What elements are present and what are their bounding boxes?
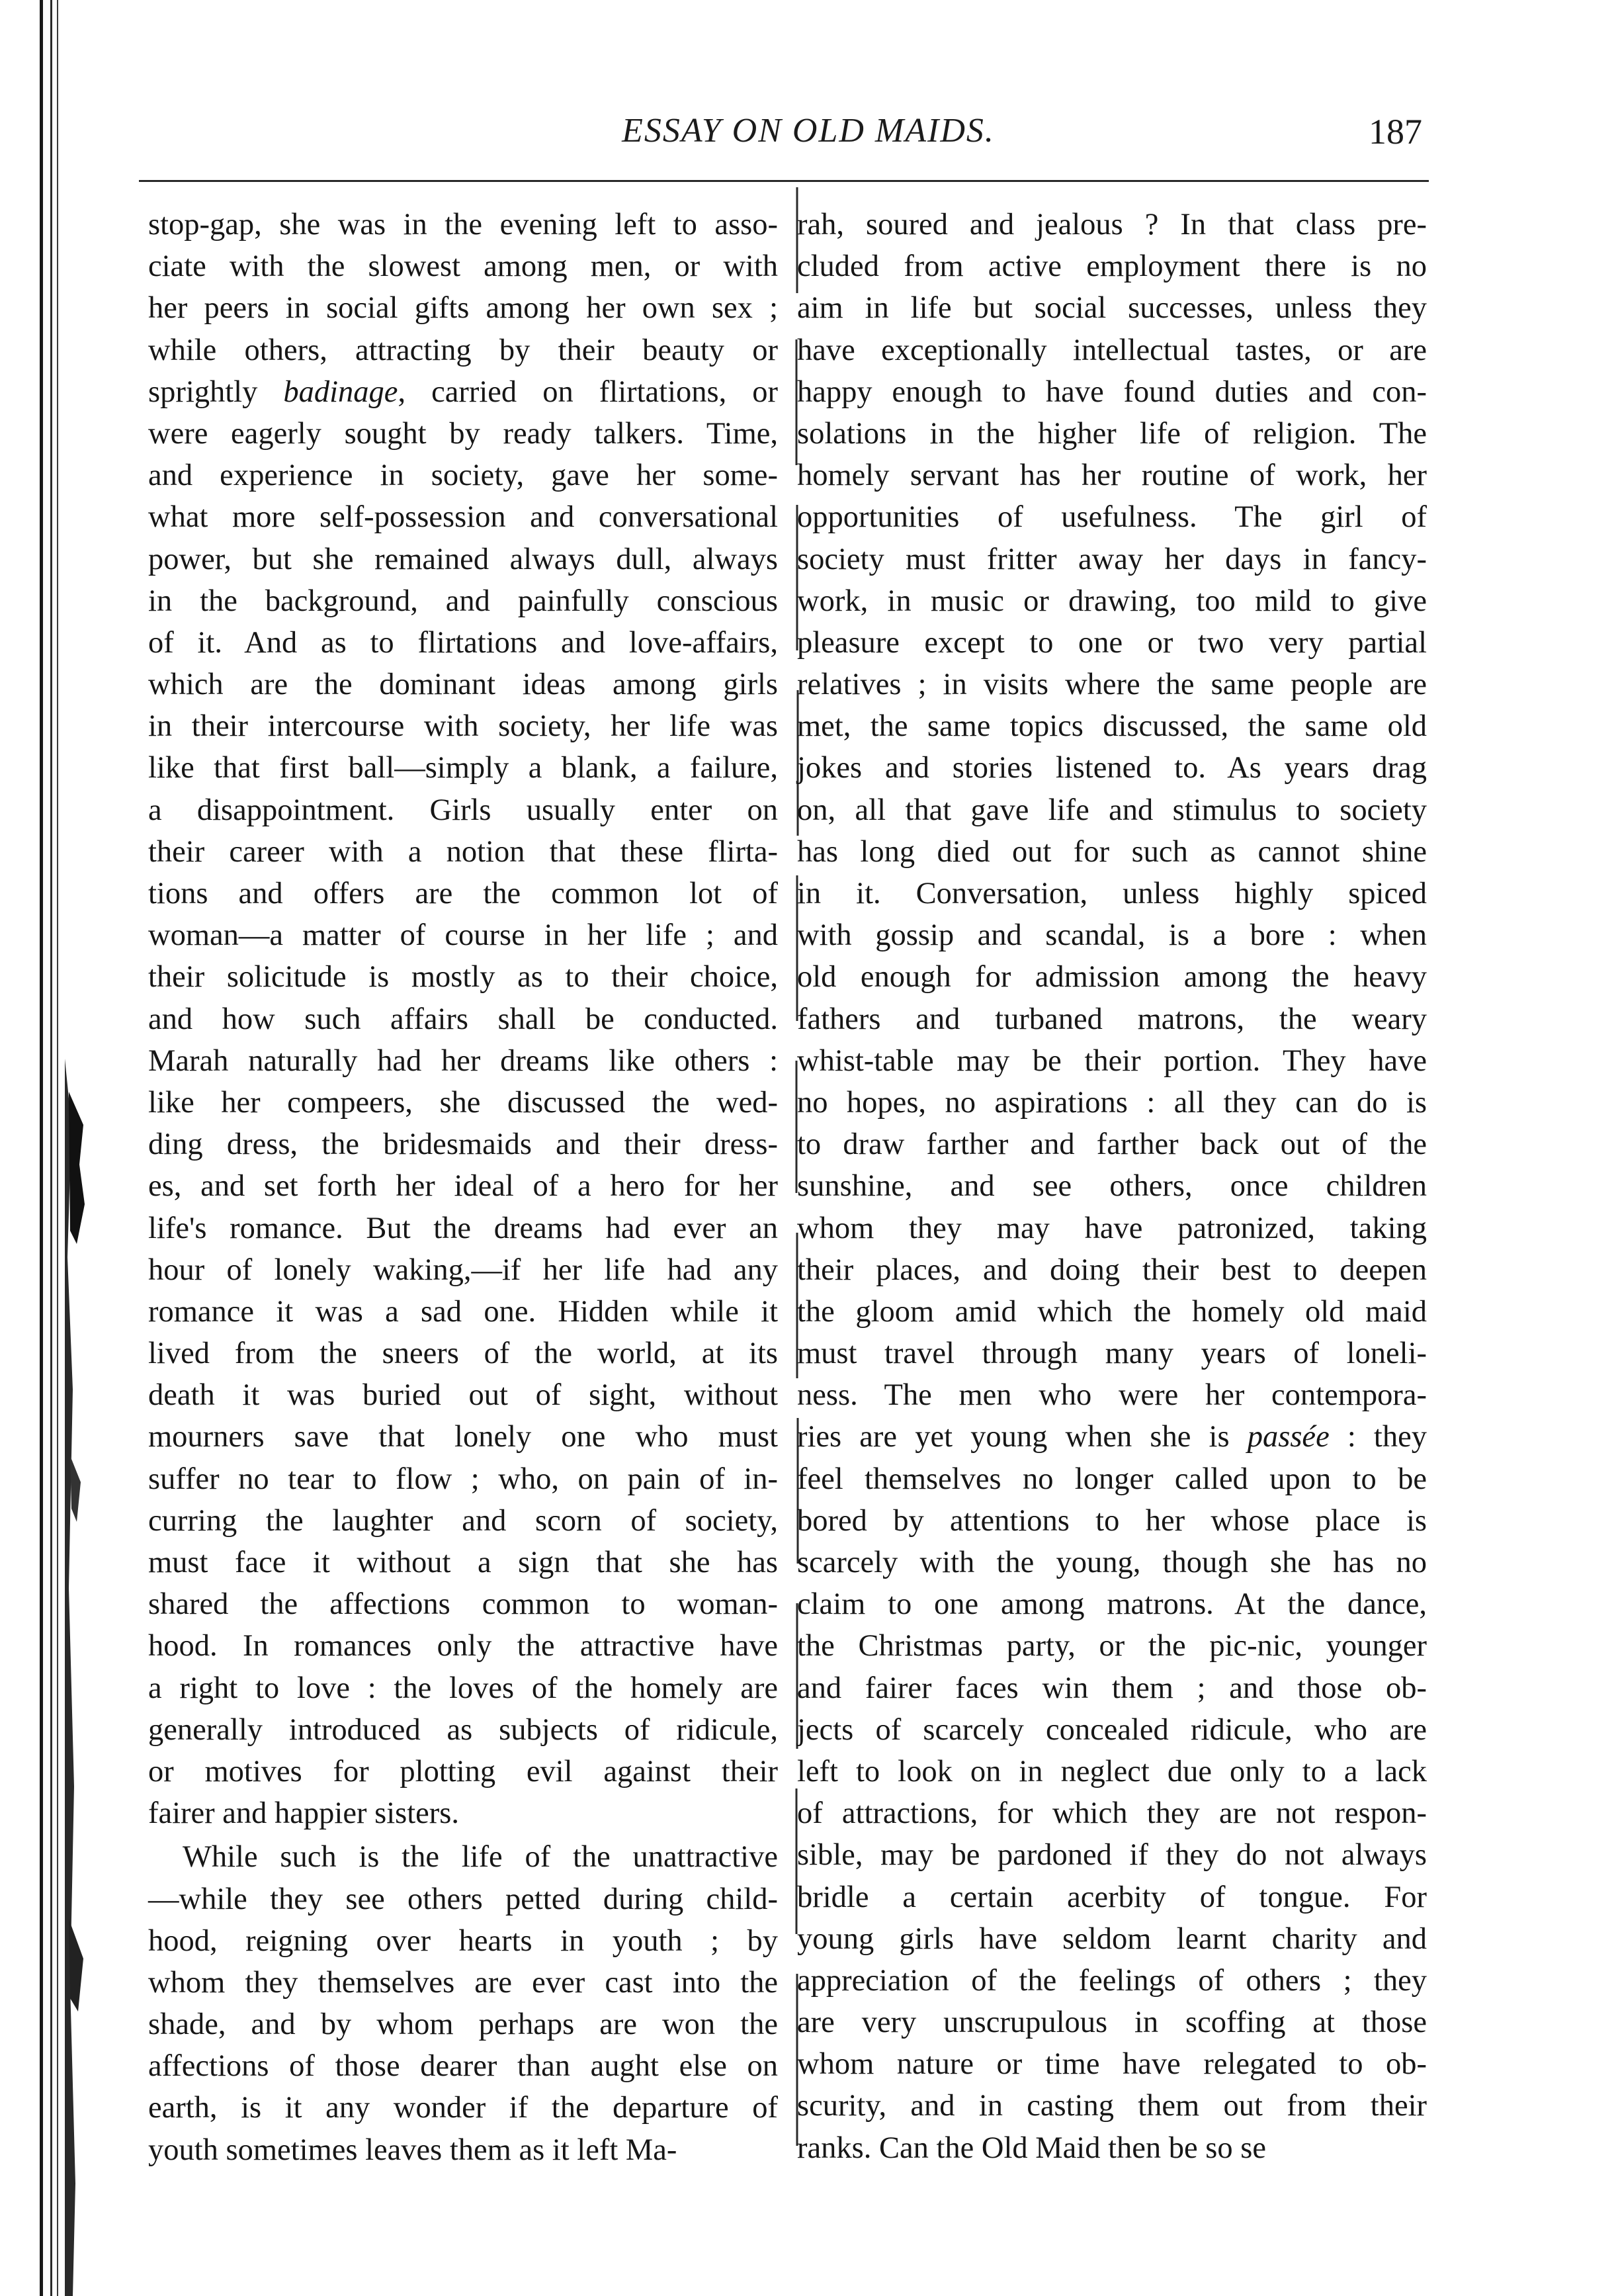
text-line: suffer no tear to flow ; who, on pain of in- xyxy=(148,1462,778,1496)
text-line: what more self-possession and conversational xyxy=(148,500,778,535)
text-column-right xyxy=(797,204,1427,2169)
text-line: their solicitude is mostly as to their choice, xyxy=(148,960,778,994)
text-line: woman—a matter of course in her life ; and xyxy=(148,918,778,953)
text-line: shade, and by whom perhaps are won the xyxy=(148,2008,778,2042)
text-line: mourners save that lonely one who must xyxy=(148,1420,778,1454)
text-line: pleasure except to one or two very partial xyxy=(797,625,1427,660)
text-line: lived from the sneers of the world, at its xyxy=(148,1337,778,1371)
text-line: shared the affections common to woman- xyxy=(148,1587,778,1622)
text-line: sprightly badinage, carried on flirtations, or xyxy=(148,375,778,409)
text-line: while others, attracting by their beauty or xyxy=(148,333,778,367)
text-line: rah, soured and jealous ? In that class pre- xyxy=(797,208,1427,242)
text-line: homely servant has her routine of work, her xyxy=(797,459,1427,493)
text-line: claim to one among matrons. At the dance, xyxy=(797,1587,1427,1622)
text-line: left to look on in neglect due only to a lack xyxy=(797,1754,1427,1788)
text-line: old enough for admission among the heavy xyxy=(797,960,1427,994)
text-line: jokes and stories listened to. As years drag xyxy=(797,751,1427,785)
text-line: in their intercourse with society, her life was xyxy=(148,709,778,744)
page-number: 187 xyxy=(1369,112,1422,152)
text-line: has long died out for such as cannot shine xyxy=(797,834,1427,869)
text-line: of it. And as to flirtations and love-affairs, xyxy=(148,625,778,660)
text-line: power, but she remained always dull, always xyxy=(148,542,778,576)
text-line: bridle a certain acerbity of tongue. For xyxy=(797,1880,1427,1914)
text-line: a right to love : the loves of the homely are xyxy=(148,1671,778,1705)
text-line: ding dress, the bridesmaids and their dress- xyxy=(148,1127,778,1162)
text-line: solations in the higher life of religion. The xyxy=(797,416,1427,451)
text-line: to draw farther and farther back out of the xyxy=(797,1127,1427,1162)
text-line: whom they themselves are ever cast into the xyxy=(148,1965,778,2000)
text-line: happy enough to have found duties and con- xyxy=(797,375,1427,409)
text-line: whom nature or time have relegated to ob- xyxy=(797,2047,1427,2082)
text-line: relatives ; in visits where the same people are xyxy=(797,668,1427,702)
text-line: death it was buried out of sight, without xyxy=(148,1378,778,1413)
text-line: appreciation of the feelings of others ; they xyxy=(797,1963,1427,1998)
text-line: the Christmas party, or the pic-nic, younger xyxy=(797,1629,1427,1663)
text-line: earth, is it any wonder if the departure of xyxy=(148,2091,778,2125)
text-line: must face it without a sign that she has xyxy=(148,1546,778,1579)
text-line: which are the dominant ideas among girls xyxy=(148,668,778,702)
text-line: feel themselves no longer called upon to be xyxy=(797,1462,1427,1496)
running-title: ESSAY ON OLD MAIDS. xyxy=(622,112,995,150)
text-line: generally introduced as subjects of ridicule, xyxy=(148,1712,778,1747)
text-line: —while they see others petted during child- xyxy=(148,1882,778,1916)
text-line: fairer and happier sisters. xyxy=(148,1796,459,1831)
text-line: her peers in social gifts among her own sex ; xyxy=(148,291,778,326)
text-line: with gossip and scandal, is a bore : when xyxy=(797,918,1427,953)
text-line: es, and set forth her ideal of a hero for her xyxy=(148,1169,778,1204)
text-line: jects of scarcely concealed ridicule, who are xyxy=(797,1712,1427,1747)
text-line: scurity, and in casting them out from their xyxy=(797,2089,1427,2123)
text-line: hood, reigning over hearts in youth ; by xyxy=(148,1923,778,1958)
text-line: opportunities of usefulness. The girl of xyxy=(797,500,1427,535)
text-line: youth sometimes leaves them as it left Ma- xyxy=(148,2133,677,2167)
text-line: in the background, and painfully conscious xyxy=(148,584,778,618)
text-line: a disappointment. Girls usually enter on xyxy=(148,793,778,827)
text-line: ries are yet young when she is passée : they xyxy=(797,1420,1427,1454)
text-line: work, in music or drawing, too mild to give xyxy=(797,584,1427,618)
text-line: and how such affairs shall be conducted. xyxy=(148,1002,778,1036)
text-line: of attractions, for which they are not respon- xyxy=(797,1796,1427,1831)
text-line: no hopes, no aspirations : all they can do is xyxy=(797,1085,1427,1120)
text-line: romance it was a sad one. Hidden while it xyxy=(148,1294,778,1329)
text-line: or motives for plotting evil against their xyxy=(148,1754,778,1788)
book-binding-edge xyxy=(30,0,90,2296)
text-line: met, the same topics discussed, the same old xyxy=(797,709,1427,744)
text-line: life's romance. But the dreams had ever an xyxy=(148,1211,778,1245)
text-line: were eagerly sought by ready talkers. Time, xyxy=(148,416,778,451)
text-line: sible, may be pardoned if they do not always xyxy=(797,1838,1427,1873)
text-line: the gloom amid which the homely old maid xyxy=(797,1294,1427,1329)
text-line: society must fritter away her days in fancy- xyxy=(797,542,1427,576)
text-line: whist-table may be their portion. They have xyxy=(797,1043,1427,1078)
text-line: hour of lonely waking,—if her life had any xyxy=(148,1253,778,1287)
text-line: Marah naturally had her dreams like others : xyxy=(148,1043,778,1078)
text-line: tions and offers are the common lot of xyxy=(148,877,778,910)
text-line: ranks. Can the Old Maid then be so se xyxy=(797,2131,1266,2165)
text-line: their career with a notion that these flirta- xyxy=(148,834,778,869)
header-rule xyxy=(139,180,1429,182)
text-line: aim in life but social successes, unless they xyxy=(797,291,1427,326)
text-line: have exceptionally intellectual tastes, or are xyxy=(797,333,1427,367)
text-line: sunshine, and see others, once children xyxy=(797,1169,1427,1204)
text-line: like her compeers, she discussed the wed- xyxy=(148,1085,778,1120)
text-line: and fairer faces win them ; and those ob- xyxy=(797,1671,1427,1705)
text-line: are very unscrupulous in scoffing at those xyxy=(797,2006,1427,2040)
text-line: ness. The men who were her contempora- xyxy=(797,1378,1427,1413)
text-line: hood. In romances only the attractive have xyxy=(148,1629,778,1663)
text-line: like that first ball—simply a blank, a failure, xyxy=(148,751,778,785)
text-line: in it. Conversation, unless highly spiced xyxy=(797,877,1427,910)
text-line: ciate with the slowest among men, or with xyxy=(148,249,778,284)
italic-term: badinage xyxy=(283,375,398,409)
text-line: whom they may have patronized, taking xyxy=(797,1211,1427,1245)
text-line: bored by attentions to her whose place is xyxy=(797,1503,1427,1538)
text-line: must travel through many years of loneli- xyxy=(797,1337,1427,1371)
text-line: on, all that gave life and stimulus to society xyxy=(797,793,1427,827)
text-line: their places, and doing their best to deepen xyxy=(797,1253,1427,1287)
text-line: curring the laughter and scorn of society, xyxy=(148,1503,778,1538)
text-line: stop-gap, she was in the evening left to asso- xyxy=(148,208,778,242)
text-column-left xyxy=(148,204,778,2171)
text-line: and experience in society, gave her some- xyxy=(148,459,778,493)
italic-term: passée xyxy=(1247,1420,1330,1454)
text-line: young girls have seldom learnt charity and xyxy=(797,1921,1427,1956)
text-line: affections of those dearer than aught else on xyxy=(148,2049,778,2084)
text-line: fathers and turbaned matrons, the weary xyxy=(797,1002,1427,1036)
text-line: cluded from active employment there is no xyxy=(797,249,1427,284)
text-line: scarcely with the young, though she has no xyxy=(797,1546,1427,1579)
text-line: While such is the life of the unattractive xyxy=(183,1840,778,1875)
